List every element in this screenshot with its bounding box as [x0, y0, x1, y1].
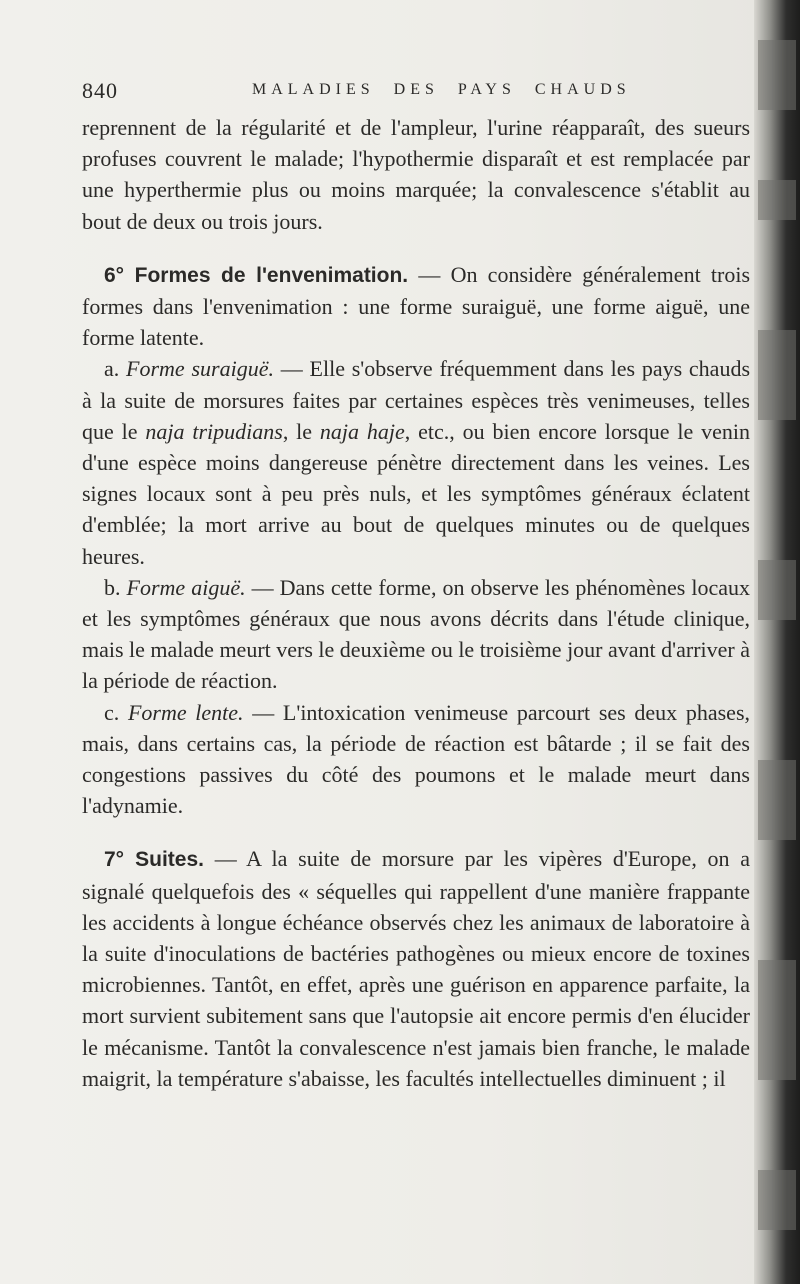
- page-number: 840: [82, 78, 118, 103]
- subsection-c: [82, 697, 750, 822]
- subsection-text: — Dans cette forme, on observe les phénomènes locaux et les symptômes généraux que nous avons décrits dans l'étude clinique, mais le malade meurt vers le deuxième ou le troisième jour avant d'arriver à la période de réaction.: [82, 574, 751, 694]
- paragraph-continuation: [82, 112, 750, 237]
- section-spacer: [82, 821, 750, 843]
- subsection-title: Forme aiguë.: [126, 574, 246, 600]
- section-number: 6°: [104, 263, 135, 287]
- section-spacer: [82, 237, 750, 259]
- subsection-text: , etc., ou bien encore lorsque le venin d'une espèce moins dangereuse pénètre directement dans les veines. Les signes locaux sont à peu près nuls, et les symptômes généraux éclatent d'emblée; la mort arrive au bout de quelques minutes ou de quelques heures.: [82, 418, 750, 569]
- section-text: — A la suite de morsure par les vipères d'Europe, on a signalé quelquefois des « séquelles qui rappellent d'une manière frappante les accidents à longue échéance observés chez les animaux de laboratoire à la suite d'inoculations de bactéries pathogènes ou mieux encore de toxines microbiennes. Tantôt, en effet, après une guérison en apparence parfaite, la mort survient subitement sans que l'autopsie ait encore permis d'en élucider le mécanisme. Tantôt la convalescence n'est jamais bien franche, le malade maigrit, la température s'abaisse, les facultés intellectuelles diminuent ; il: [82, 846, 750, 1091]
- subsection-title: Forme lente.: [127, 699, 244, 725]
- edge-mark: [758, 1170, 796, 1230]
- running-head: MALADIES DES PAYS CHAUDS: [252, 81, 631, 98]
- subsection-b: [82, 572, 750, 697]
- section-text: — On considère généralement trois formes dans l'envenimation : une forme suraiguë, une forme aiguë, une forme latente.: [82, 261, 751, 351]
- edge-mark: [758, 180, 796, 220]
- edge-mark: [758, 960, 796, 1080]
- section-number: 7°: [104, 848, 136, 872]
- species-name: naja tripudians: [145, 418, 283, 444]
- paragraph-text: reprennent de la régularité et de l'ampleur, l'urine réapparaît, des sueurs profuses couvrent le malade; l'hypothermie disparaît et est remplacée par une hyperthermie plus ou moins marquée; la convalescence s'établit au bout de deux ou trois jours.: [82, 115, 750, 234]
- subsection-text: — L'intoxication venimeuse parcourt ses deux phases, mais, dans certains cas, la période de réaction est bâtarde ; il se fait des congestions passives du côté des poumons et le malade meurt dans l'adynamie.: [82, 699, 751, 819]
- subsection-label: a.: [104, 356, 127, 382]
- subsection-label: b.: [104, 574, 127, 600]
- body-text: [82, 112, 750, 1094]
- subsection-title: Forme suraiguë.: [126, 356, 274, 382]
- species-name: naja haje: [319, 418, 405, 444]
- section-7: [82, 843, 750, 1094]
- section-title: Suites.: [135, 848, 204, 872]
- subsection-text: — Elle s'observe fréquemment dans les pays chauds à la suite de morsures faites par certaines espèces très venimeuses, telles que le: [82, 356, 751, 444]
- edge-mark: [758, 760, 796, 840]
- page-edge-shadow: [754, 0, 800, 1284]
- edge-mark: [758, 330, 796, 420]
- page-header: [82, 78, 722, 108]
- subsection-a: [82, 353, 750, 571]
- edge-mark: [758, 40, 796, 110]
- subsection-label: c.: [104, 699, 128, 725]
- edge-mark: [758, 560, 796, 620]
- section-title: Formes de l'envenimation.: [134, 263, 409, 287]
- subsection-text: , le: [282, 418, 320, 444]
- section-6: [82, 259, 750, 354]
